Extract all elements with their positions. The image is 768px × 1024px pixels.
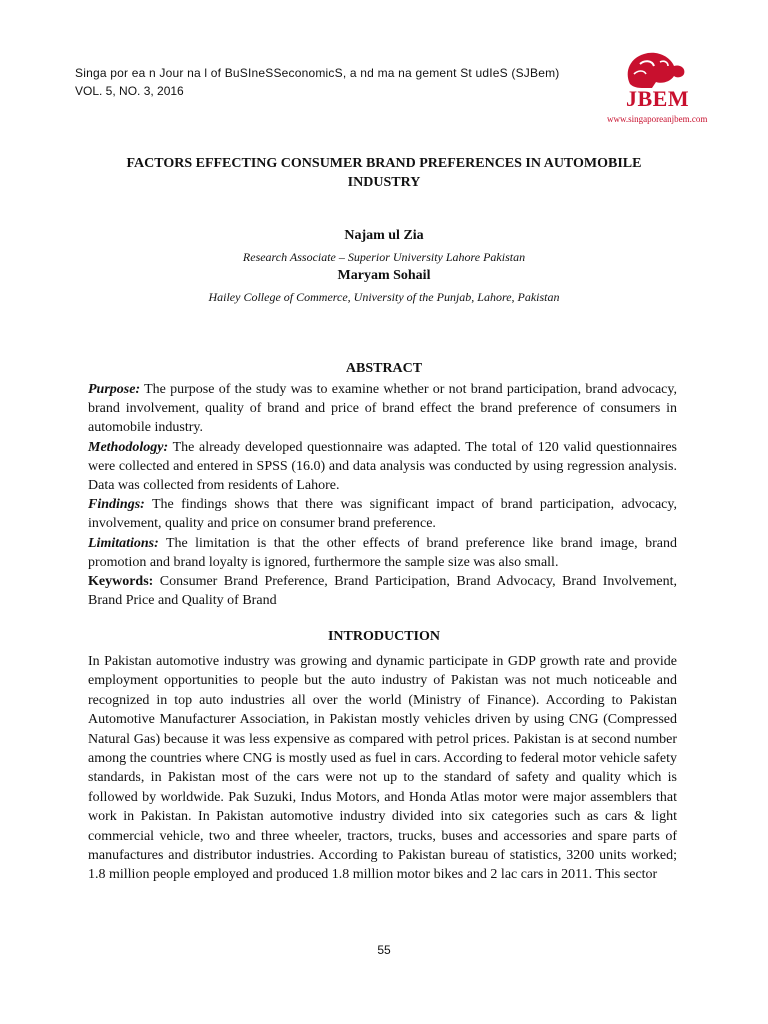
journal-volume: VOL. 5, NO. 3, 2016 [75,84,184,98]
journal-header [75,66,559,98]
author-name: Maryam Sohail [337,268,431,283]
abstract-methodology [88,438,677,496]
journal-name: Singa por ea n Jour na l of BuSIneSSeconomicS, a nd ma na gement St udIeS (SJBem) [75,66,560,80]
keywords-label: Keywords: [88,574,154,590]
logo-wordmark: JBEM [626,86,690,111]
purpose-label: Purpose: [88,382,141,397]
abstract-keywords [88,572,677,610]
abstract-purpose [88,380,677,438]
abstract-body [88,380,677,610]
methodology-text: The already developed questionnaire was adapted. The total of 120 valid questionnaires were collected and entered in SPSS (16.0) and data analysis was conducted by using regression analysis. Data was collected from residents of Lahore. [88,439,677,494]
limitations-label: Limitations: [88,535,159,551]
author-affiliation: Hailey College of Commerce, University of the Punjab, Lahore, Pakistan [208,290,560,304]
author-name: Najam ul Zia [344,228,424,243]
introduction-heading: INTRODUCTION [327,629,440,644]
abstract-heading: ABSTRACT [345,361,423,376]
abstract-findings [88,495,677,533]
keywords-text: Consumer Brand Preference, Brand Participation, Brand Advocacy, Brand Involvement, Brand Price and Quality of Brand [88,574,677,609]
findings-label: Findings: [88,497,145,513]
page-number: 55 [377,943,391,957]
logo-url: www.singaporeanjbem.com [607,114,708,124]
purpose-text: The purpose of the study was to examine whether or not brand participation, brand advocacy, brand involvement, quality of brand and price of brand effect the brand preference of consumers in automobile industry. [88,382,677,436]
findings-text: The findings shows that there was significant impact of brand participation, advocacy, involvement, quality and price on consumer brand preference. [88,497,677,532]
introduction-body: In Pakistan automotive industry was growing and dynamic participate in GDP growth rate and provide employment opportunities to people but the auto industry of Pakistan was not much noticeable and recognized in top auto industries all over the world (Ministry of Finance). According to Pakistan Automotive Manufacturer Association, in Pakistan mostly vehicles driven by using CNG (Compressed Natural Gas) because it was less expensive as compared with petrol prices. Pakistan is at second number among the countries where CNG is mostly used as fuel in cars. According to federal motor vehicle safety standards, in Pakistan most of the cars were not up to the standard of safety and quality which is followed by worldwide. Pak Suzuki, Indus Motors, and Honda Atlas motor were major assemblers that work in Pakistan. In Pakistan automotive industry divided into six categories such as cars & light commercial vehicle, two and three wheeler, tractors, trucks, buses and accessories and spare parts of manufactures and distributor industries. According to Pakistan bureau of statistics, 3200 units worked; 1.8 million people employed and produced 1.8 million motor bikes and 2 lac cars in 2011. This sector [88,654,677,883]
limitations-text: The limitation is that the other effects of brand preference like brand image, brand promotion and brand loyalty is ignored, furthermore the sample size was also small. [88,535,677,570]
article-title: FACTORS EFFECTING CONSUMER BRAND PREFERENCES IN AUTOMOBILE INDUSTRY [126,156,642,190]
methodology-label: Methodology: [88,439,169,455]
abstract-limitations [88,534,677,572]
author-affiliation: Research Associate – Superior University Lahore Pakistan [242,250,526,264]
